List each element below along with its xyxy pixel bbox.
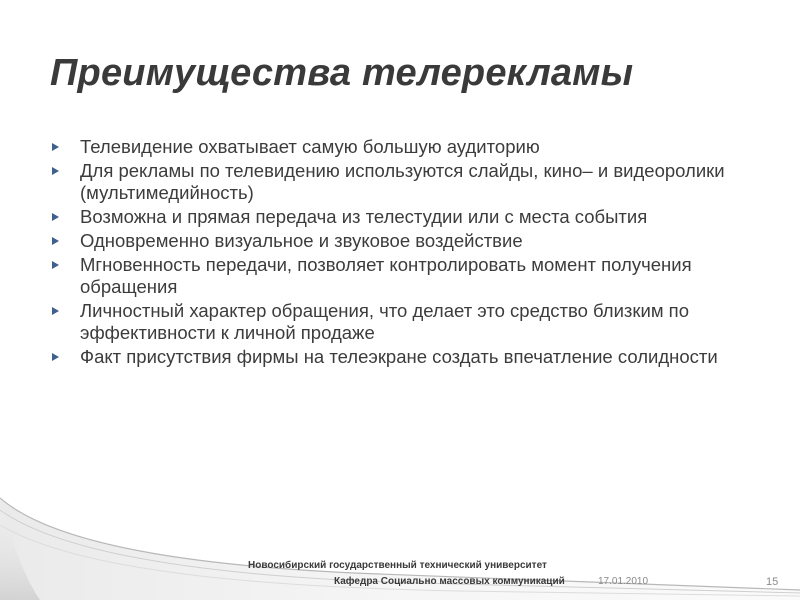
triangle-bullet-icon bbox=[52, 167, 59, 175]
bullet-text: Для рекламы по телевидению используются слайды, кино– и видеоролики (мультимедийность) bbox=[80, 160, 725, 203]
footer-university: Новосибирский государственный технический университет bbox=[248, 560, 547, 571]
triangle-bullet-icon bbox=[52, 213, 59, 221]
footer-department: Кафедра Социально массовых коммуникаций bbox=[334, 576, 565, 587]
bullet-text: Телевидение охватывает самую большую аудиторию bbox=[80, 136, 540, 157]
bullet-item bbox=[50, 254, 750, 298]
bullet-list bbox=[50, 136, 750, 370]
bullet-item bbox=[50, 300, 750, 344]
bullet-item bbox=[50, 160, 750, 204]
bullet-item bbox=[50, 346, 750, 368]
triangle-bullet-icon bbox=[52, 143, 59, 151]
bullet-text: Личностный характер обращения, что делает это средство близким по эффективности к личной продаже bbox=[80, 300, 689, 343]
triangle-bullet-icon bbox=[52, 353, 59, 361]
triangle-bullet-icon bbox=[52, 237, 59, 245]
bullet-text: Факт присутствия фирмы на телеэкране создать впечатление солидности bbox=[80, 346, 718, 367]
bullet-item bbox=[50, 206, 750, 228]
slide-footer bbox=[0, 560, 800, 596]
bullet-item bbox=[50, 136, 750, 158]
footer-date: 17.01.2010 bbox=[598, 576, 649, 587]
bullet-text: Одновременно визуальное и звуковое воздействие bbox=[80, 230, 523, 251]
triangle-bullet-icon bbox=[52, 307, 59, 315]
bullet-text: Возможна и прямая передача из телестудии или с места события bbox=[80, 206, 648, 227]
slide-title: Преимущества телерекламы bbox=[50, 52, 634, 94]
triangle-bullet-icon bbox=[52, 261, 59, 269]
bullet-item bbox=[50, 230, 750, 252]
page-number: 15 bbox=[766, 576, 779, 588]
bullet-text: Мгновенность передачи, позволяет контролировать момент получения обращения bbox=[80, 254, 692, 297]
